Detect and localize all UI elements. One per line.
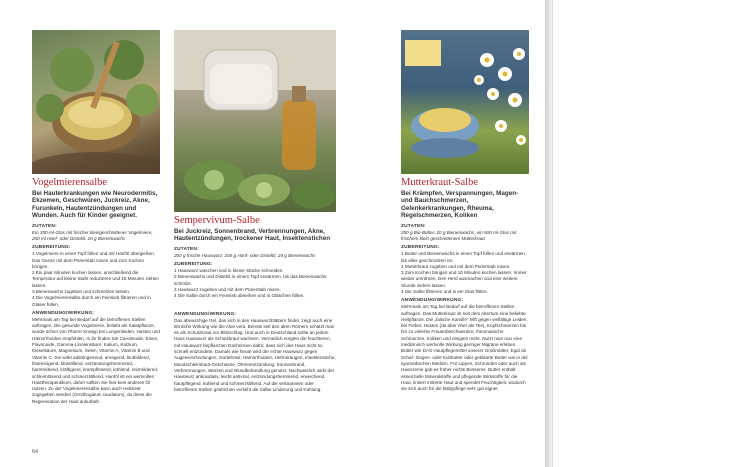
ingredients-text: 250 g Bio-Butter, 20 g Bienenwachs, ein 500-ml-Glas mit frischem klein geschnittenem Mutterkraut <box>401 229 517 241</box>
ingredients-text: 200 g frische Hauswurz, 200 g Hanf- oder Distelöl, 20 g Bienenwachs <box>174 252 316 258</box>
preparation-heading: ZUBEREITUNG: <box>174 262 213 268</box>
ingredients-heading: ZUTATEN: <box>401 223 426 229</box>
usage-heading: ANWENDUNG/WIRKUNG: <box>401 298 464 304</box>
recipe-lead: Bei Juckreiz, Sonnenbrand, Verbrennungen, Akne, Hautentzündungen, trockener Haut, Insektenstichen <box>174 228 331 243</box>
page-number: 64 <box>32 449 39 455</box>
recipe-title: Mutterkraut-Salbe <box>401 177 478 188</box>
right-page <box>552 0 737 467</box>
mutterkraut-photo-illustration <box>401 30 529 174</box>
step: 2 Mutterkraut zugeben und mit dem Pürierstab mixen. <box>401 263 511 269</box>
usage-heading: ANWENDUNG/WIRKUNG: <box>32 310 95 316</box>
preparation-steps <box>401 251 529 295</box>
step: 3 Zum Kochen bringen und 10 Minuten kochen lassen. Immer wieder umrühren. Den Herd ausmachen und eine weitere Stunde ziehen lassen. <box>401 270 527 288</box>
preparation-steps <box>174 268 336 299</box>
recipe-vogelmierensalbe <box>32 30 160 405</box>
preparation-heading: ZUBEREITUNG: <box>32 245 71 251</box>
recipe-title: Vogelmierensalbe <box>32 177 108 188</box>
recipe-title: Sempervivum-Salbe <box>174 215 260 226</box>
step: 1 Butter und Bienenwachs in einen Topf füllen und erwärmen, bis alles geschmolzen ist. <box>401 251 527 263</box>
step: 1 Hauswurz waschen und in kleine Stücke schneiden. <box>174 268 284 274</box>
book-spine <box>545 0 552 467</box>
usage-text: Das abwaschige Gel, das sich in den Hauswurzblättern findet, zeigt auch eine ähnliche Wirkung wie die Aloe vera. Bereits seit den alten Römern schätzt man es als Schutzkraut vor Blitzschlag. Und auch in Deutschland sollte an jedem Haus Hauswurz als Schutzkraut wachsen. Vermutlich sorgten die feuchteren, mit Hauswurz bepflanzten Dachrinnen dafür, dass sich das Haus nicht so schnell entzündete. Damals wie heute wird der echte Hauswurz gegen Augenentzündungen, Gürtelrose, Hämorrhoiden, Hühneraugen, Insektenstiche, Mundschleimhaut-Geschwüre, Ohrenentzündung, Sonnenbrand, Verbrennungen, Warzen und Wundbehandlung genutzt. Nachweislich wirkt der Hauswurz antioxidativ, leicht antiviral, entzündungshemmend, erweichend, hautpflegend, kühlend und schmerzstillend. Auf die verbrannten oder betroffenen Stellen gestrichen verleiht die Salbe Linderung und Kühlung. <box>174 317 336 392</box>
step: 2 Bienenwachs und Distelöl in einem Topf erwärmen, bis das Bienenwachs schmilzt. <box>174 274 327 286</box>
vogelmiere-photo <box>32 30 160 174</box>
mutterkraut-photo <box>401 30 529 174</box>
ingredients-heading: ZUTATEN: <box>174 246 199 252</box>
step: 3 Hauswurz zugeben und mit dem Pürierstab mixen. <box>174 287 281 292</box>
recipe-sempervivum-salbe <box>174 30 336 393</box>
usage-text: Mehrmals am Tag bei Bedarf auf die betroffenen Stellen auftragen. Die gesunde Vogelmiere, beliebt als Salatpflanze, wurde schon von Pfarrer Kneipp bei Lungenleiden, Husten und Hämorrhoiden empfohlen. In ihr finden Sie Carotinoide, Eisen, Flavonoide, Gamma-Linolensäure, Kalium, Kalzium, Kieselsäure, Magnesium, Selen, Vitamin A, Vitamin B und Vitamin C. Sie wirkt adstringierend, anregend, blutbildend, blutreinigend, blutstillend, entzündungshemmend, harntreibend, kräftigend, krampflösend, kühlend, reizmildernd, schleimlösend und schmerzstillend. Hanföl ist ein wertvolles Hauttherapeutikum, daher sollten Sie hier kein anderes Öl nutzen. Zu der Vogelmierensalbe kann auch Heilziest zugegeben werden (Ornithogalum caudatum), da diese die Regeneration der Haut ankurbelt. <box>32 316 160 404</box>
sempervivum-photo-illustration <box>174 30 336 212</box>
sempervivum-photo <box>174 30 336 212</box>
step: 2 Ein paar Minuten kochen lassen, anschließend die Temperatur auf kleine Stufe reduzieren und 15 Minuten ziehen lassen. <box>32 270 159 288</box>
ingredients-heading: ZUTATEN: <box>32 223 57 229</box>
preparation-heading: ZUBEREITUNG: <box>401 245 440 251</box>
vogelmiere-photo-illustration <box>32 30 160 174</box>
preparation-steps <box>32 251 160 308</box>
step: 3 Bienenwachs zugeben und schmelzen lassen. <box>32 289 131 294</box>
step: 4 Die Salbe durch ein Feinsieb abseihen und in Gläschen füllen. <box>174 293 305 299</box>
usage-heading: ANWENDUNG/WIRKUNG: <box>174 311 237 317</box>
ingredients-text: Ein 300-ml-Glas mit frischer kleingeschnittener Vogelmiere, 200 ml Hanf- oder Distelöl, 20 g Bienenwachs <box>32 229 153 241</box>
step: 4 Die Vogelmierensalbe durch ein Feinsieb filtrieren und in Gläser füllen. <box>32 295 151 307</box>
usage-text: Mehrmals am Tag bei Bedarf auf die betroffenen Stellen auftragen. Das Mutterkraut ist seit dem Altertum eine beliebte Heilpflanze. Die „falsche Kamille“ hilft gegen vielfältige Leiden, bei Fieber, Husten (da aber eher als Tee), Kopfschmerzen bis hin zu vielerlei Frauenbeschwerden, rheumatische Schmerzen, Koliken und einigem mehr. Nutzt man nun eine medizinisch wertvolle Wirkung geringer Migräne erleben. Butter wie DAS Hautpflegemittel unserer Großmütter. Egal ob Schaf- Ziegen- oder Kuhbutter oder gekläarte Butter wie in der ayurvedischen Medizin. Für Lippen, Schrunden oder auch als Hautcreme gab es früher nichts Besseres. Butter enthält essenzielle Mineralstoffe und pflegende Wirkstoffe für die Haut, lindert irritierte Haut und spendet Feuchtigkeit, wodurch sie sich auch für die Babypflege sehr gut eignet. <box>401 304 528 392</box>
step: 1 Vogelmiere in einen Topf füllen und mit Hanföl übergießen. Das Ganze mit dem Pürierstab mixen und zum Kochen bringen. <box>32 251 156 269</box>
step: 4 Die Salbe filtrieren und in ein Glas füllen. <box>401 289 488 294</box>
recipe-mutterkraut-salbe <box>401 30 529 392</box>
recipe-lead: Bei Krämpfen, Verspannungen, Magen- und Bauchschmerzen, Gelenkerkrankungen, Rheuma, Regelschmerzen, Koliken <box>401 190 519 220</box>
recipe-lead: Bei Hauterkrankungen wie Neurodermitis, Ekzemen, Geschwüren, Juckreiz, Akne, Furunkeln, Hautentzündungen und Wunden. Auch für Kinder geeignet. <box>32 190 158 220</box>
